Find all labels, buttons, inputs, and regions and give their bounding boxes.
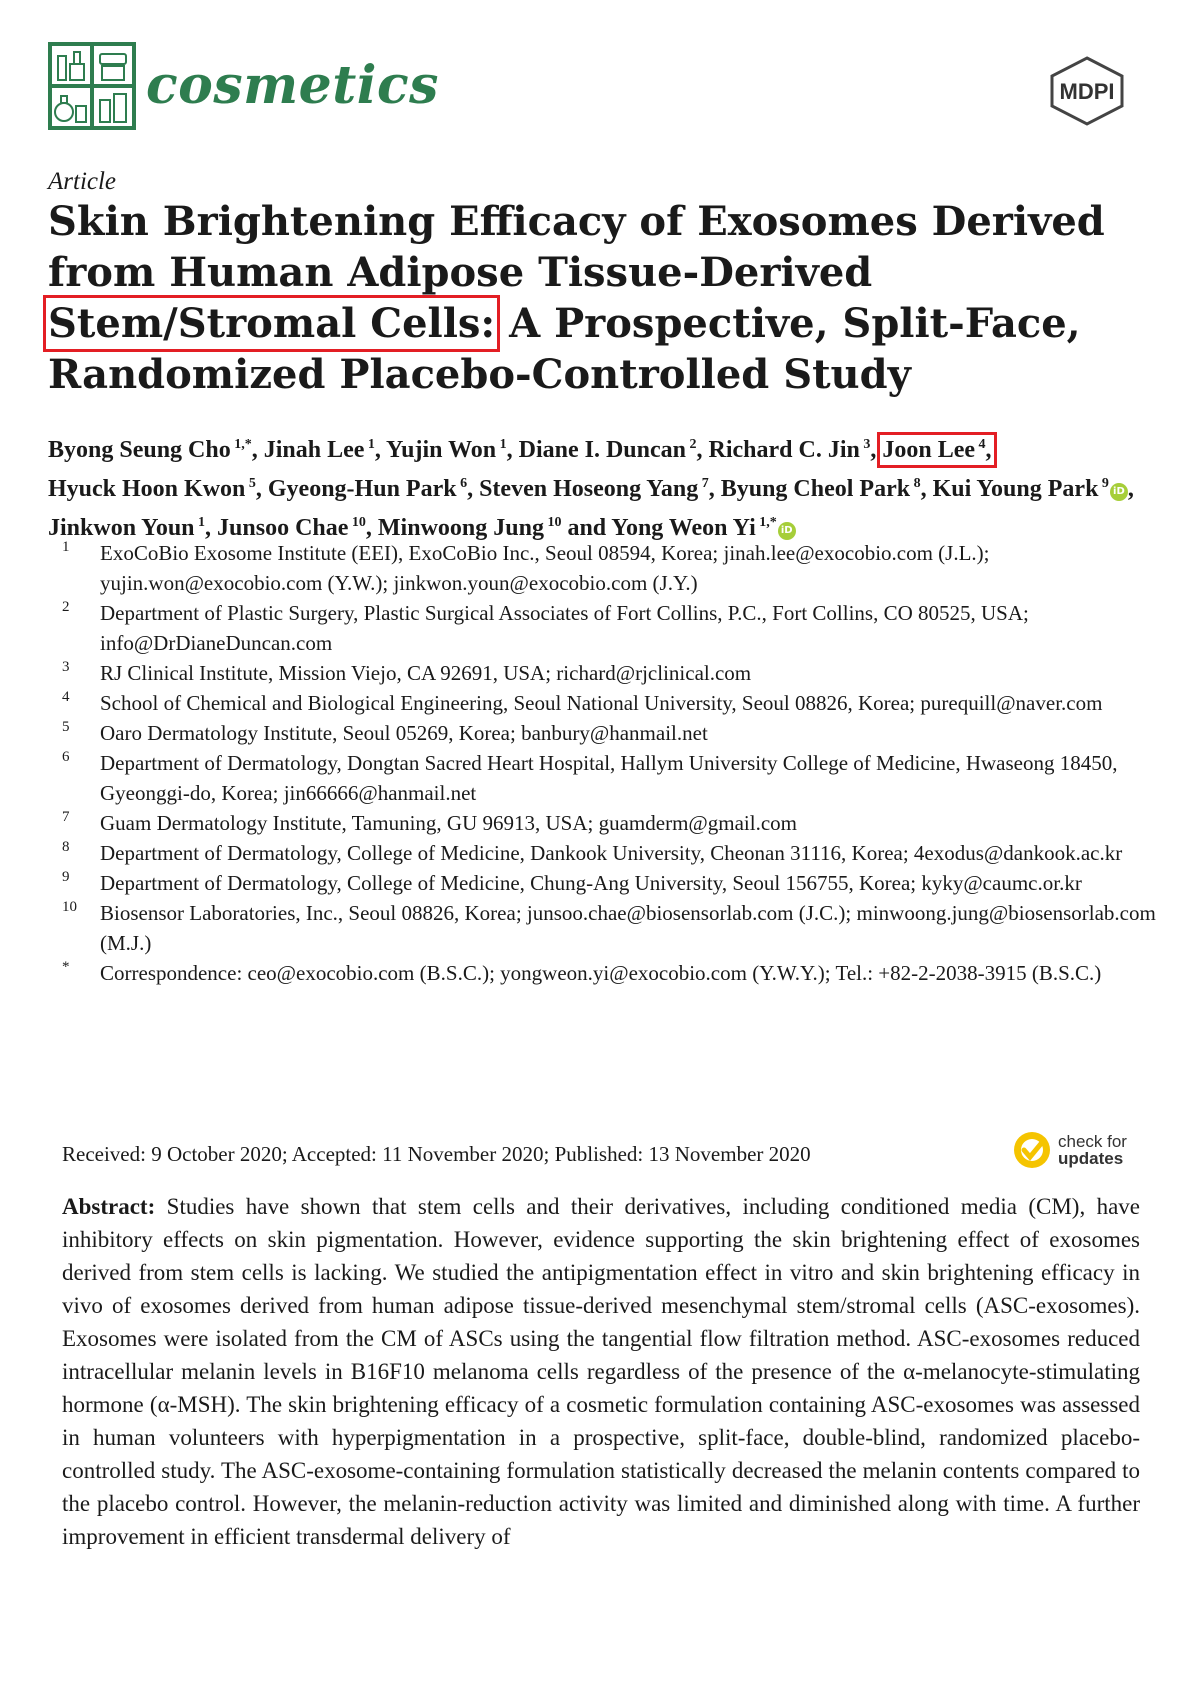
affiliation-number: 8 bbox=[62, 839, 70, 855]
author-name-text: Hyuck Hoon Kwon bbox=[48, 476, 246, 502]
affiliation-item bbox=[48, 868, 1168, 898]
affiliation-text: School of Chemical and Biological Engineering, Seoul National University, Seoul 08826, Korea; purequill@naver.com bbox=[100, 691, 1103, 715]
affiliation-item bbox=[48, 748, 1168, 808]
affiliation-text: RJ Clinical Institute, Mission Viejo, CA 92691, USA; richard@rjclinical.com bbox=[100, 661, 752, 685]
check-updates-line1: check for bbox=[1058, 1132, 1127, 1151]
title-part1: Skin Brightening Efficacy of Exosomes Derived from Human Adipose Tissue-Derived bbox=[48, 198, 1105, 296]
affiliation-text: Guam Dermatology Institute, Tamuning, GU 96913, USA; guamderm@gmail.com bbox=[100, 811, 797, 835]
author-name[interactable] bbox=[721, 476, 927, 502]
author-name-text: Yong Weon Yi bbox=[611, 515, 756, 541]
check-updates-text bbox=[1058, 1133, 1127, 1167]
author-affiliation-sup: 10 bbox=[348, 515, 366, 530]
author-name[interactable] bbox=[479, 476, 715, 502]
header bbox=[48, 42, 1148, 132]
author-separator: , bbox=[708, 476, 715, 502]
affiliation-number: * bbox=[62, 959, 70, 975]
author-name[interactable] bbox=[268, 476, 473, 502]
affiliation-number: 9 bbox=[62, 869, 70, 885]
author-name-highlighted[interactable] bbox=[882, 437, 991, 463]
affiliation-item bbox=[48, 598, 1168, 658]
author bbox=[268, 476, 473, 502]
affiliation-number: 10 bbox=[62, 899, 77, 915]
check-updates-line2: updates bbox=[1058, 1149, 1124, 1168]
affiliation-number: 4 bbox=[62, 689, 70, 705]
affiliation-item bbox=[48, 718, 1168, 748]
author-separator: , bbox=[696, 437, 703, 463]
author-affiliation-sup: 5 bbox=[245, 476, 256, 491]
abstract-text: Studies have shown that stem cells and their derivatives, including conditioned media (CM), have inhibitory effects on skin pigmentation. However, evidence supporting the skin brightening effect of exosomes derived from stem cells is lacking. We studied the antipigmentation effect in vitro and skin brightening efficacy in vivo of exosomes derived from human adipose tissue-derived mesenchymal stem/stromal cells (ASC-exosomes). Exosomes were isolated from the CM of ASCs using the tangential flow filtration method. ASC-exosomes reduced intracellular melanin levels in B16F10 melanoma cells regardless of the presence of the α-melanocyte-stimulating hormone (α-MSH). The skin brightening efficacy of a cosmetic formulation containing ASC-exosomes was assessed in human volunteers with hyperpigmentation in a prospective, split-face, double-blind, randomized placebo-controlled study. The ASC-exosome-containing formulation statistically decreased the melanin contents compared to the placebo control. However, the melanin-reduction activity was limited and diminished along with time. A further improvement in efficient transdermal delivery of bbox=[62, 1194, 1141, 1549]
author-separator: , bbox=[205, 515, 212, 541]
title-highlight: Stem/Stromal Cells: bbox=[48, 300, 496, 347]
affiliation-item bbox=[48, 958, 1168, 988]
author-name-text: Kui Young Park bbox=[932, 476, 1099, 502]
author-name-text: Steven Hoseong Yang bbox=[479, 476, 699, 502]
author bbox=[882, 437, 991, 463]
author bbox=[519, 437, 703, 463]
author-name[interactable] bbox=[933, 476, 1134, 502]
author-list bbox=[48, 428, 1168, 545]
author-separator: , bbox=[467, 476, 474, 502]
author bbox=[708, 437, 876, 463]
affiliation-text: Department of Plastic Surgery, Plastic Surgical Associates of Fort Collins, P.C., Fort Collins, CO 80525, USA; info@DrDianeDuncan.com bbox=[100, 601, 1029, 655]
author-name-text: Minwoong Jung bbox=[377, 515, 544, 541]
affiliation-number: 5 bbox=[62, 719, 70, 735]
author-name-text: Joon Lee bbox=[882, 437, 976, 463]
title-part2: A Prospective, Split-Face, Randomized Placebo-Controlled Study bbox=[48, 300, 1081, 398]
affiliation-item bbox=[48, 808, 1168, 838]
author-separator: , bbox=[374, 437, 381, 463]
cosmetics-bottles-icon bbox=[48, 42, 136, 130]
author-name[interactable] bbox=[708, 437, 876, 463]
author-separator: , bbox=[255, 476, 262, 502]
author-separator: , bbox=[870, 437, 877, 463]
author-name-text: Gyeong-Hun Park bbox=[267, 476, 457, 502]
author bbox=[933, 476, 1134, 502]
author-affiliation-sup: 6 bbox=[456, 476, 468, 491]
author-affiliation-sup: 1,* bbox=[230, 437, 252, 452]
author-separator: , bbox=[1127, 476, 1134, 502]
orcid-icon[interactable]: iD bbox=[1110, 483, 1128, 501]
affiliation-text: Oaro Dermatology Institute, Seoul 05269, Korea; banbury@hanmail.net bbox=[100, 721, 708, 745]
mdpi-logo-icon[interactable] bbox=[1048, 56, 1126, 126]
publication-dates: Received: 9 October 2020; Accepted: 11 November 2020; Published: 13 November 2020 bbox=[62, 1142, 811, 1166]
dates-row bbox=[62, 1130, 1142, 1180]
affiliation-number: 1 bbox=[62, 539, 70, 555]
author-name[interactable] bbox=[264, 437, 381, 463]
affiliation-number: 2 bbox=[62, 599, 70, 615]
affiliation-number: 3 bbox=[62, 659, 70, 675]
author bbox=[479, 476, 715, 502]
author-separator: , bbox=[506, 437, 513, 463]
author-separator: , bbox=[920, 476, 927, 502]
author-affiliation-sup: 2 bbox=[685, 437, 697, 452]
author-separator: , bbox=[985, 437, 992, 463]
author bbox=[48, 437, 258, 463]
author-separator: , bbox=[251, 437, 258, 463]
author-affiliation-sup: 7 bbox=[698, 476, 709, 491]
check-updates-icon bbox=[1012, 1130, 1052, 1170]
abstract-label: Abstract: bbox=[62, 1194, 156, 1219]
author-name[interactable] bbox=[386, 437, 513, 463]
journal-logo[interactable] bbox=[48, 42, 439, 130]
affiliation-text: Correspondence: ceo@exocobio.com (B.S.C.); yongweon.yi@exocobio.com (Y.W.Y.); Tel.: +82-2-2038-3915 (B.S.C.) bbox=[100, 961, 1102, 985]
affiliation-text: ExoCoBio Exosome Institute (EEI), ExoCoBio Inc., Seoul 08594, Korea; jinah.lee@exocobio.com (J.L.); yujin.won@exocobio.com (Y.W.); jinkwon.youn@exocobio.com (J.Y.) bbox=[100, 541, 990, 595]
publisher-name: MDPI bbox=[1059, 79, 1115, 104]
article-title bbox=[48, 196, 1158, 400]
article-type: Article bbox=[48, 168, 117, 195]
author-name[interactable] bbox=[519, 437, 703, 463]
author-separator: and bbox=[561, 515, 607, 541]
affiliation-item bbox=[48, 688, 1168, 718]
author-separator: , bbox=[365, 515, 372, 541]
affiliation-item bbox=[48, 658, 1168, 688]
orcid-icon[interactable]: iD bbox=[778, 522, 796, 540]
author-affiliation-sup: 10 bbox=[543, 515, 562, 530]
author-affiliation-sup: 9 bbox=[1098, 476, 1109, 491]
affiliation-text: Department of Dermatology, College of Medicine, Dankook University, Cheonan 31116, Korea; 4exodus@dankook.ac.kr bbox=[100, 841, 1123, 865]
affiliation-text: Department of Dermatology, Dongtan Sacred Heart Hospital, Hallym University College of Medicine, Hwaseong 18450, Gyeonggi-do, Korea; jin66666@hanmail.net bbox=[100, 751, 1118, 805]
affiliation-text: Department of Dermatology, College of Medicine, Chung-Ang University, Seoul 156755, Korea; kyky@caumc.or.kr bbox=[100, 871, 1082, 895]
author-affiliation-sup: 4 bbox=[975, 437, 986, 452]
author-name-text: Jinkwon Youn bbox=[48, 515, 195, 541]
author-name-text: Byung Cheol Park bbox=[720, 476, 911, 502]
author bbox=[264, 437, 381, 463]
author-affiliation-sup: 1,* bbox=[755, 515, 777, 530]
author-name-text: Junsoo Chae bbox=[217, 515, 349, 541]
author bbox=[386, 437, 513, 463]
author-name-text: Diane I. Duncan bbox=[518, 437, 686, 463]
author-affiliation-sup: 1 bbox=[496, 437, 507, 452]
author-name[interactable] bbox=[48, 476, 262, 502]
author-affiliation-sup: 1 bbox=[364, 437, 375, 452]
author-name-text: Jinah Lee bbox=[263, 437, 365, 463]
affiliation-item bbox=[48, 538, 1168, 598]
affiliation-list bbox=[48, 538, 1168, 988]
author-name-text: Yujin Won bbox=[386, 437, 497, 463]
check-for-updates-button[interactable] bbox=[1012, 1130, 1127, 1170]
author-affiliation-sup: 8 bbox=[910, 476, 921, 491]
author-name-text: Richard C. Jin bbox=[708, 437, 860, 463]
affiliation-text: Biosensor Laboratories, Inc., Seoul 08826, Korea; junsoo.chae@biosensorlab.com (J.C.); minwoong.jung@biosensorlab.com (M.J.) bbox=[100, 901, 1156, 955]
author-affiliation-sup: 3 bbox=[859, 437, 871, 452]
author-name-text: Byong Seung Cho bbox=[48, 437, 231, 463]
author-name[interactable] bbox=[48, 437, 258, 463]
affiliation-item bbox=[48, 898, 1168, 958]
author bbox=[721, 476, 927, 502]
author bbox=[48, 476, 262, 502]
affiliation-item bbox=[48, 838, 1168, 868]
affiliation-number: 6 bbox=[62, 749, 70, 765]
abstract bbox=[62, 1190, 1140, 1553]
journal-name: cosmetics bbox=[146, 55, 439, 116]
affiliation-number: 7 bbox=[62, 809, 70, 825]
author-affiliation-sup: 1 bbox=[194, 515, 206, 530]
